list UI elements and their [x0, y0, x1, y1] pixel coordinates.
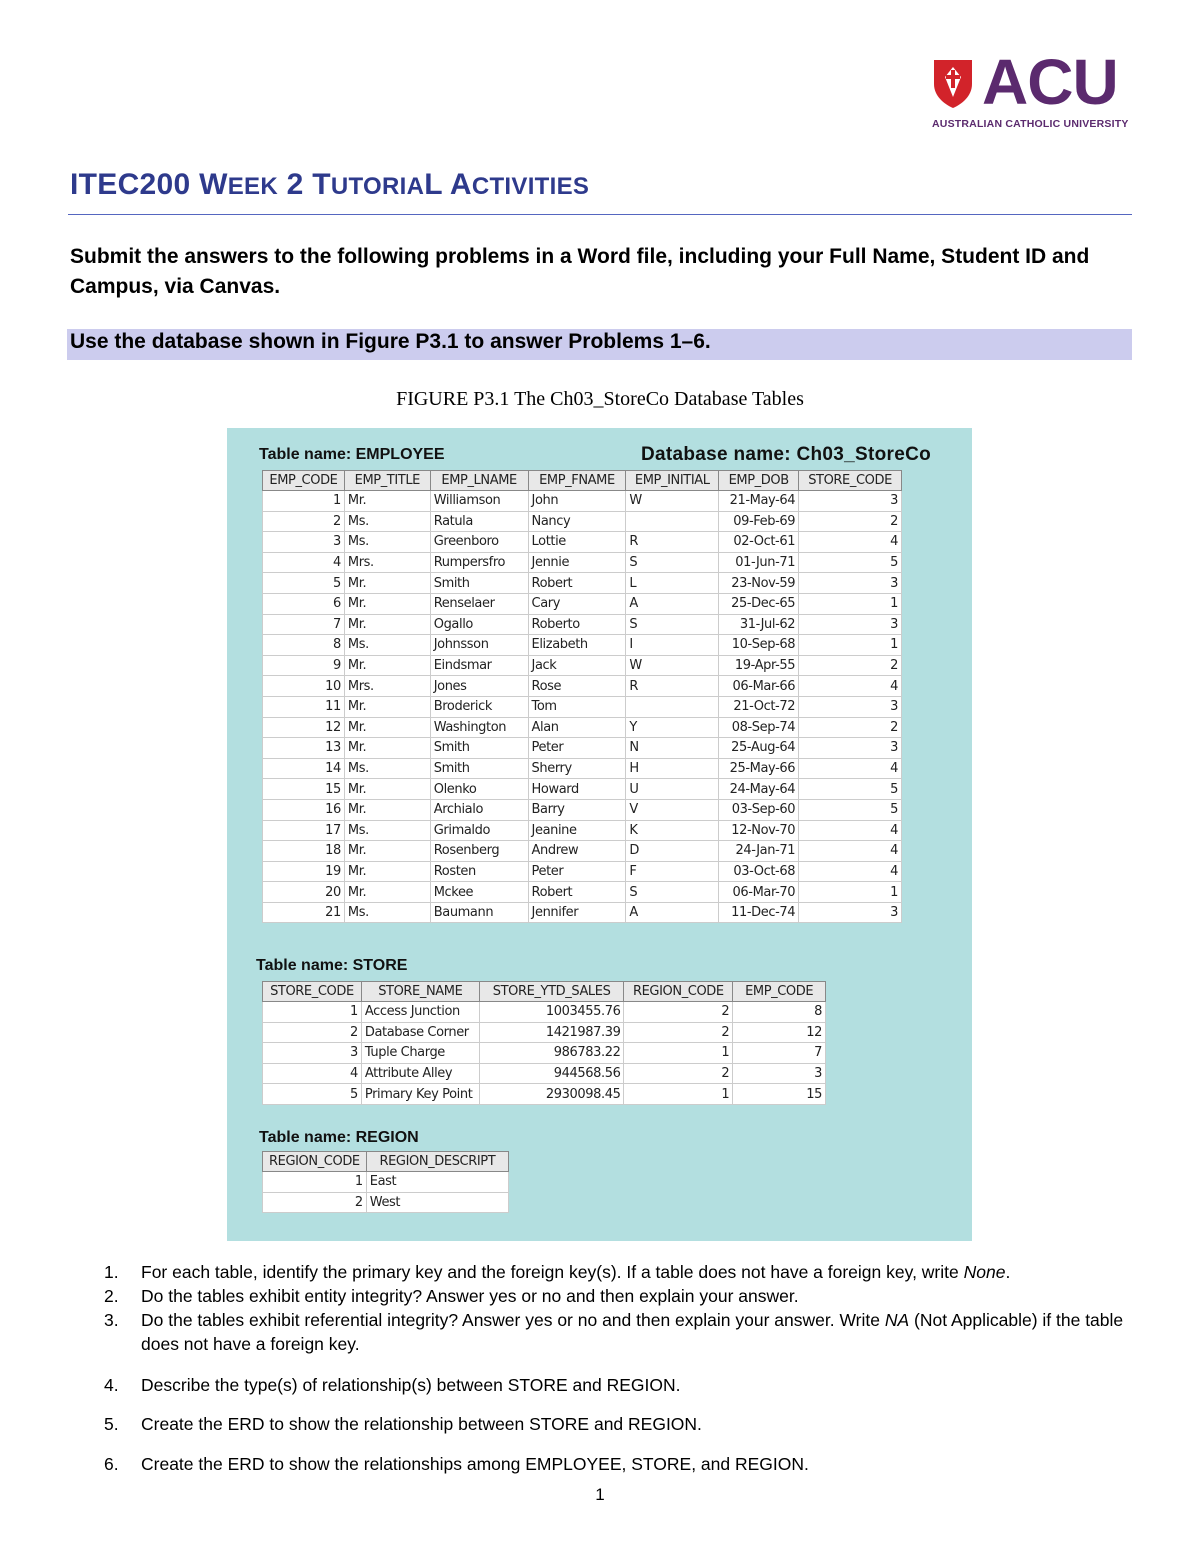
database-name: Database name: Ch03_StoreCo [641, 444, 932, 465]
table-cell: S [626, 614, 719, 635]
table-header-row [263, 982, 826, 1002]
table-cell: Jeanine [528, 820, 626, 841]
question-text-part: None [963, 1262, 1006, 1282]
table-cell: Database Corner [361, 1022, 479, 1043]
table-cell: Mr. [344, 779, 430, 800]
table-cell: 12 [263, 717, 345, 738]
table-cell: 02-Oct-61 [719, 532, 799, 553]
figure-caption: FIGURE P3.1 The Ch03_StoreCo Database Tables [396, 388, 804, 410]
table-cell: 06-Mar-66 [719, 676, 799, 697]
table-cell: 3 [263, 1043, 362, 1064]
table-row [263, 614, 902, 635]
table-cell: 10 [263, 676, 345, 697]
table-cell: Mrs. [344, 676, 430, 697]
table-cell: 2930098.45 [479, 1084, 624, 1105]
table-row [263, 1002, 826, 1023]
problem-band [67, 329, 1132, 360]
table-cell: Eindsmar [430, 655, 528, 676]
table-cell: V [626, 799, 719, 820]
table-cell: 4 [799, 532, 902, 553]
table-cell: 21-Oct-72 [719, 696, 799, 717]
table-cell: 8 [733, 1002, 826, 1023]
table-row [263, 882, 902, 903]
table-cell: 986783.22 [479, 1043, 624, 1064]
table-cell: 7 [733, 1043, 826, 1064]
title-part: ITEC200 W [70, 168, 228, 201]
column-header: STORE_YTD_SALES [479, 982, 624, 1002]
table-cell: 23-Nov-59 [719, 573, 799, 594]
table-cell: Mckee [430, 882, 528, 903]
table-cell: 24-Jan-71 [719, 841, 799, 862]
table-row [263, 820, 902, 841]
table-cell: 2 [799, 511, 902, 532]
table-cell: Peter [528, 738, 626, 759]
table-cell: 4 [799, 820, 902, 841]
table-cell: Smith [430, 738, 528, 759]
question-text-part: Describe the type(s) of relationship(s) between STORE and REGION. [141, 1375, 681, 1395]
title-part: 2 T [278, 168, 331, 201]
table-row [263, 532, 902, 553]
table-cell: 1 [263, 1172, 367, 1193]
table-cell: 1 [799, 593, 902, 614]
table-cell: Andrew [528, 841, 626, 862]
table-row [263, 1084, 826, 1105]
shield-cross-icon [932, 58, 974, 110]
title-part: L A [424, 168, 472, 201]
table-cell: D [626, 841, 719, 862]
table-cell: K [626, 820, 719, 841]
table-cell: 18 [263, 841, 345, 862]
title-divider [68, 214, 1132, 215]
table-row [263, 1022, 826, 1043]
table-cell: Ogallo [430, 614, 528, 635]
table-cell: 2 [624, 1002, 733, 1023]
question-number: 6. [104, 1454, 119, 1474]
table-row [263, 552, 902, 573]
region-table-label: Table name: REGION [259, 1129, 419, 1146]
table-cell: S [626, 882, 719, 903]
store-table [262, 981, 826, 1105]
column-header: EMP_CODE [263, 471, 345, 491]
table-cell: 11-Dec-74 [719, 902, 799, 923]
question-text-part: NA [884, 1310, 910, 1330]
table-cell: Mrs. [344, 552, 430, 573]
table-row [263, 1192, 509, 1213]
table-cell: Mr. [344, 841, 430, 862]
question-text [141, 1284, 1131, 1308]
column-header: REGION_CODE [263, 1152, 367, 1172]
table-cell: Williamson [430, 491, 528, 512]
table-cell: L [626, 573, 719, 594]
table-cell: Rose [528, 676, 626, 697]
question-number: 5. [104, 1414, 119, 1434]
table-cell: West [366, 1192, 508, 1213]
table-header-row [263, 1152, 509, 1172]
column-header: STORE_CODE [263, 982, 362, 1002]
table-cell: 3 [733, 1063, 826, 1084]
column-header: EMP_TITLE [344, 471, 430, 491]
question-number: 1. [104, 1262, 119, 1282]
table-cell: 25-May-66 [719, 758, 799, 779]
question-text-part: Create the ERD to show the relationships among EMPLOYEE, STORE, and REGION. [141, 1454, 809, 1474]
question-text [141, 1452, 1131, 1476]
table-cell: H [626, 758, 719, 779]
table-row [263, 779, 902, 800]
table-cell: 4 [799, 841, 902, 862]
question-number: 4. [104, 1375, 119, 1395]
table-cell: Roberto [528, 614, 626, 635]
column-header: REGION_CODE [624, 982, 733, 1002]
table-cell: Olenko [430, 779, 528, 800]
table-cell: 5 [263, 573, 345, 594]
table-cell: 20 [263, 882, 345, 903]
question-text [141, 1412, 1131, 1436]
question-text-part: Create the ERD to show the relationship between STORE and REGION. [141, 1414, 702, 1434]
table-cell: 4 [263, 1063, 362, 1084]
table-cell: 2 [263, 1022, 362, 1043]
table-cell: Mr. [344, 717, 430, 738]
table-cell: 10-Sep-68 [719, 635, 799, 656]
table-cell: N [626, 738, 719, 759]
column-header: EMP_LNAME [430, 471, 528, 491]
table-cell: Greenboro [430, 532, 528, 553]
table-cell: 25-Dec-65 [719, 593, 799, 614]
table-cell: 2 [799, 717, 902, 738]
table-cell: Ms. [344, 758, 430, 779]
table-cell: 21 [263, 902, 345, 923]
question-text [141, 1373, 1131, 1397]
table-cell: 01-Jun-71 [719, 552, 799, 573]
table-cell: 2 [624, 1022, 733, 1043]
page-title [70, 168, 589, 202]
table-cell: 1003455.76 [479, 1002, 624, 1023]
table-cell: 15 [263, 779, 345, 800]
table-cell: 19-Apr-55 [719, 655, 799, 676]
table-cell: Tom [528, 696, 626, 717]
table-cell: Lottie [528, 532, 626, 553]
table-cell: Mr. [344, 491, 430, 512]
page-number: 1 [595, 1485, 605, 1504]
table-cell: Rosten [430, 861, 528, 882]
table-row [263, 799, 902, 820]
table-cell: Grimaldo [430, 820, 528, 841]
table-row [263, 758, 902, 779]
question-text [141, 1260, 1131, 1284]
table-cell: 13 [263, 738, 345, 759]
table-cell: Ms. [344, 820, 430, 841]
table-cell: Mr. [344, 799, 430, 820]
table-cell: Mr. [344, 882, 430, 903]
table-cell: 3 [799, 614, 902, 635]
question-number: 3. [104, 1310, 119, 1330]
table-cell: 3 [799, 902, 902, 923]
column-header: EMP_DOB [719, 471, 799, 491]
table-cell: 03-Oct-68 [719, 861, 799, 882]
table-row [263, 491, 902, 512]
table-row [263, 696, 902, 717]
table-cell: 09-Feb-69 [719, 511, 799, 532]
table-cell: 06-Mar-70 [719, 882, 799, 903]
table-cell: Jennie [528, 552, 626, 573]
table-cell: 5 [799, 799, 902, 820]
table-cell: 2 [624, 1063, 733, 1084]
table-cell: Mr. [344, 738, 430, 759]
table-cell: F [626, 861, 719, 882]
table-cell: A [626, 593, 719, 614]
table-row [263, 1043, 826, 1064]
table-cell: 944568.56 [479, 1063, 624, 1084]
column-header: STORE_CODE [799, 471, 902, 491]
table-row [263, 511, 902, 532]
table-cell: 6 [263, 593, 345, 614]
table-cell: 12 [733, 1022, 826, 1043]
title-part: CTIVITIES [471, 173, 590, 200]
employee-table [262, 470, 902, 923]
table-cell: Ms. [344, 902, 430, 923]
store-table-label: Table name: STORE [256, 957, 408, 974]
table-cell [626, 511, 719, 532]
table-cell: 3 [799, 738, 902, 759]
table-row [263, 593, 902, 614]
table-cell: Attribute Alley [361, 1063, 479, 1084]
table-cell: Jennifer [528, 902, 626, 923]
table-cell: 7 [263, 614, 345, 635]
table-cell: S [626, 552, 719, 573]
title-part: UTORIA [330, 173, 425, 200]
table-cell: Washington [430, 717, 528, 738]
table-cell: 19 [263, 861, 345, 882]
column-header: STORE_NAME [361, 982, 479, 1002]
table-cell: 3 [263, 532, 345, 553]
table-cell: W [626, 655, 719, 676]
table-cell: Mr. [344, 696, 430, 717]
table-row [263, 902, 902, 923]
table-row [263, 635, 902, 656]
database-figure [227, 428, 972, 1241]
question-text-part: . [1005, 1262, 1011, 1282]
table-cell: 5 [799, 779, 902, 800]
table-cell: 8 [263, 635, 345, 656]
column-header: EMP_INITIAL [626, 471, 719, 491]
table-cell: 24-May-64 [719, 779, 799, 800]
question-number: 2. [104, 1286, 119, 1306]
table-row [263, 676, 902, 697]
table-cell: Howard [528, 779, 626, 800]
problem-band-text: Use the database shown in Figure P3.1 to answer Problems 1–6. [70, 330, 711, 353]
table-cell: Alan [528, 717, 626, 738]
table-cell: U [626, 779, 719, 800]
table-cell [626, 696, 719, 717]
table-cell: Jones [430, 676, 528, 697]
table-cell: I [626, 635, 719, 656]
table-cell: R [626, 532, 719, 553]
table-cell: Mr. [344, 655, 430, 676]
table-cell: 16 [263, 799, 345, 820]
table-cell: Rumpersfro [430, 552, 528, 573]
table-cell: Y [626, 717, 719, 738]
logo-wordmark: ACU [982, 46, 1118, 118]
table-cell: Tuple Charge [361, 1043, 479, 1064]
table-cell: East [366, 1172, 508, 1193]
table-row [263, 1063, 826, 1084]
table-cell: Ms. [344, 511, 430, 532]
table-cell: A [626, 902, 719, 923]
table-row [263, 655, 902, 676]
table-cell: 3 [799, 573, 902, 594]
column-header: EMP_FNAME [528, 471, 626, 491]
table-row [263, 841, 902, 862]
table-cell: Baumann [430, 902, 528, 923]
table-cell: Rosenberg [430, 841, 528, 862]
table-header-row [263, 471, 902, 491]
table-cell: 9 [263, 655, 345, 676]
table-cell: Barry [528, 799, 626, 820]
table-cell: Archialo [430, 799, 528, 820]
question-text-part: For each table, identify the primary key and the foreign key(s). If a table does not have a foreign key, write [141, 1262, 964, 1282]
table-cell: Smith [430, 573, 528, 594]
table-cell: Primary Key Point [361, 1084, 479, 1105]
table-row [263, 738, 902, 759]
table-cell: 4 [263, 552, 345, 573]
table-cell: 25-Aug-64 [719, 738, 799, 759]
table-cell: 17 [263, 820, 345, 841]
table-cell: 2 [263, 511, 345, 532]
table-cell: 1421987.39 [479, 1022, 624, 1043]
question-text-part: Do the tables exhibit referential integrity? Answer yes or no and then explain your answer. Write [141, 1310, 885, 1330]
table-cell: Ratula [430, 511, 528, 532]
table-cell: John [528, 491, 626, 512]
table-cell: W [626, 491, 719, 512]
table-cell: Elizabeth [528, 635, 626, 656]
question-text-part: Do the tables exhibit entity integrity? Answer yes or no and then explain your answer. [141, 1286, 799, 1306]
table-row [263, 573, 902, 594]
table-cell: Johnsson [430, 635, 528, 656]
table-cell: Nancy [528, 511, 626, 532]
table-cell: 1 [624, 1043, 733, 1064]
table-cell: 1 [624, 1084, 733, 1105]
table-cell: 3 [799, 696, 902, 717]
table-cell: Mr. [344, 861, 430, 882]
table-cell: R [626, 676, 719, 697]
table-cell: 1 [799, 882, 902, 903]
table-cell: Mr. [344, 593, 430, 614]
table-cell: Mr. [344, 614, 430, 635]
table-cell: 4 [799, 861, 902, 882]
table-cell: 1 [263, 1002, 362, 1023]
table-row [263, 1172, 509, 1193]
table-cell: 12-Nov-70 [719, 820, 799, 841]
question-text [141, 1308, 1131, 1356]
table-cell: Renselaer [430, 593, 528, 614]
table-cell: 3 [799, 491, 902, 512]
table-cell: 21-May-64 [719, 491, 799, 512]
table-cell: 31-Jul-62 [719, 614, 799, 635]
table-cell: 2 [799, 655, 902, 676]
table-cell: 5 [263, 1084, 362, 1105]
table-cell: Sherry [528, 758, 626, 779]
table-cell: 1 [263, 491, 345, 512]
submission-instructions: Submit the answers to the following problems in a Word file, including your Full Name, Student ID and Campus, via Canvas. [70, 245, 1090, 298]
table-cell: 5 [799, 552, 902, 573]
table-cell: 14 [263, 758, 345, 779]
table-cell: 4 [799, 676, 902, 697]
question-text-part: (Not Applicable) if the table does not have a foreign key. [141, 1310, 1124, 1354]
table-cell: 1 [799, 635, 902, 656]
table-cell: Mr. [344, 573, 430, 594]
title-part: EEK [227, 173, 278, 200]
table-cell: 11 [263, 696, 345, 717]
table-cell: Jack [528, 655, 626, 676]
table-cell: 03-Sep-60 [719, 799, 799, 820]
table-cell: 08-Sep-74 [719, 717, 799, 738]
table-cell: Broderick [430, 696, 528, 717]
table-cell: 15 [733, 1084, 826, 1105]
table-row [263, 861, 902, 882]
table-cell: Smith [430, 758, 528, 779]
column-header: REGION_DESCRIPT [366, 1152, 508, 1172]
table-cell: Robert [528, 882, 626, 903]
table-cell: Ms. [344, 532, 430, 553]
table-cell: Robert [528, 573, 626, 594]
table-cell: Cary [528, 593, 626, 614]
region-table [262, 1151, 509, 1213]
table-row [263, 717, 902, 738]
logo-subtitle: AUSTRALIAN CATHOLIC UNIVERSITY [932, 118, 1129, 130]
table-cell: 4 [799, 758, 902, 779]
table-cell: Ms. [344, 635, 430, 656]
table-cell: Peter [528, 861, 626, 882]
column-header: EMP_CODE [733, 982, 826, 1002]
table-cell: Access Junction [361, 1002, 479, 1023]
employee-table-label: Table name: EMPLOYEE [259, 446, 445, 463]
table-cell: 2 [263, 1192, 367, 1213]
acu-logo [928, 46, 1129, 130]
